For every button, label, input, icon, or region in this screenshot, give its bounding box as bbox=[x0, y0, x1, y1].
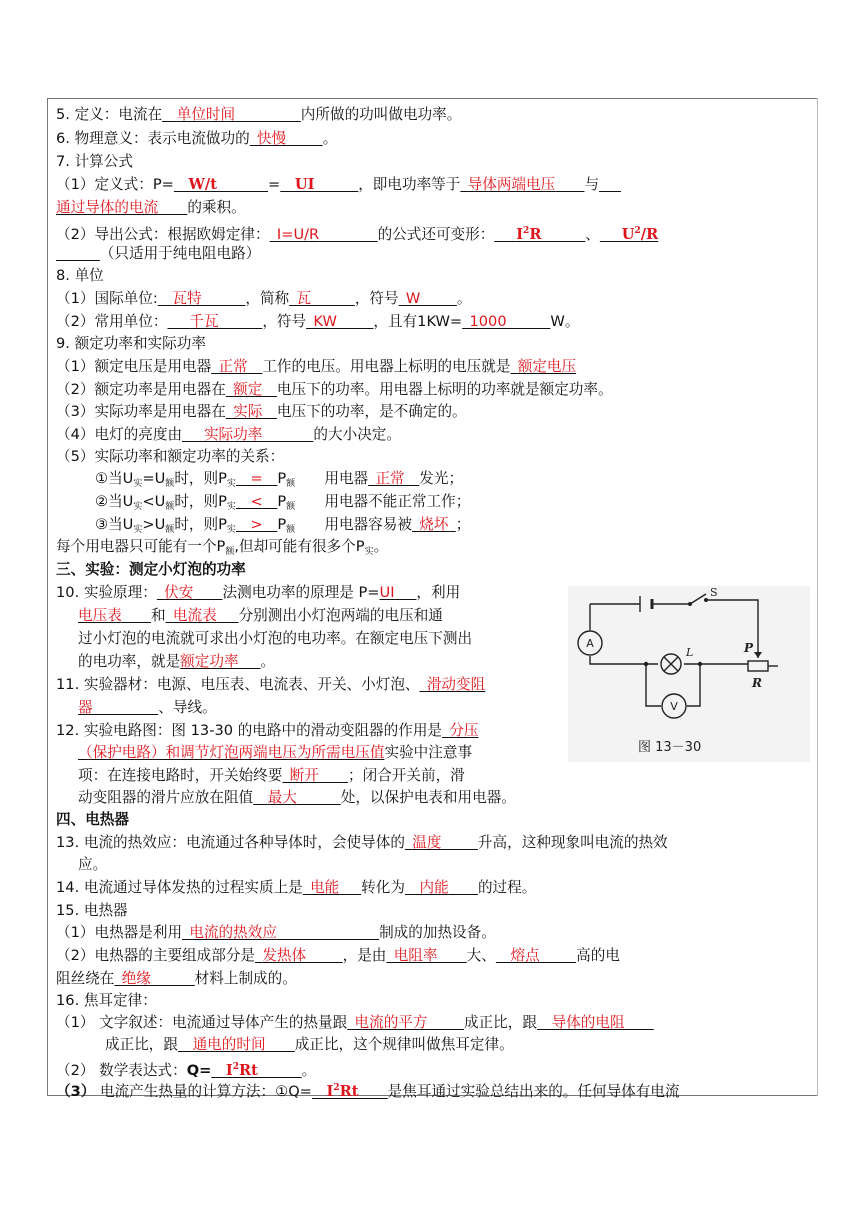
actual-power: （3）实际功率是用电器在 实际 电压下的功率，是不确定的。 bbox=[56, 403, 467, 420]
item-12-circuit: 12. 实验电路图：图 13-30 的电路中的滑动变阻器的作用是 分压 bbox=[56, 722, 479, 739]
rated-power: （2）额定功率是用电器在 额定 电压下的功率。用电器上标明的功率就是额定功率。 bbox=[56, 381, 613, 398]
item-16-heading: 16. 焦耳定律： bbox=[56, 992, 157, 1009]
item-14-conversion: 14. 电流通过导体发热的过程实质上是 电能 转化为 内能 的过程。 bbox=[56, 879, 537, 896]
heater-components: （2）电热器的主要组成部分是 发热体 ，是由 电阻率 大、 熔点 高的电 bbox=[56, 947, 620, 964]
item-10-line4: 的电功率，就是额定功率 。 bbox=[78, 653, 276, 670]
item-12-line3: 项：在连接电路时，开关始终要 断开 ；闭合开关前，滑 bbox=[78, 767, 465, 784]
item-13-line2: 应。 bbox=[78, 856, 108, 873]
rated-vs-actual-note: 每个用电器只可能有一个$P_额$,但却可能有很多个$P_实$。 bbox=[56, 538, 389, 557]
ammeter-label: A bbox=[586, 637, 594, 650]
circuit-diagram bbox=[568, 586, 810, 762]
rated-voltage: （1）额定电压是用电器 正常 工作的电压。用电器上标明的电压就是 额定电压 bbox=[56, 358, 577, 375]
derived-formula-note: （只适用于纯电阻电路） bbox=[99, 245, 261, 262]
page-edge-rule bbox=[817, 98, 818, 1096]
relation-less: ②当$U_实<U_额$时，则$P_实$ < $P_额$ 用电器不能正常工作； bbox=[95, 493, 471, 512]
item-12-line2: （保护电路）和调节灯泡两端电压为所需电压值实验中注意事 bbox=[78, 744, 473, 761]
relation-equal: ①当$U_实=U_额$时，则$P_实$ = $P_额$ 用电器 正常 发光； bbox=[95, 470, 464, 489]
item-11-equipment: 11. 实验器材：电源、电压表、电流表、开关、小灯泡、 滑动变阻 bbox=[56, 676, 486, 693]
diagram-background bbox=[568, 586, 810, 762]
definition-formula: （1）定义式：P= W/t = UI ，即电功率等于 导体两端电压 与 bbox=[56, 176, 600, 193]
definition-formula-cont: 通过导体的电流 的乘积。 bbox=[56, 199, 246, 216]
junction-left bbox=[644, 662, 648, 666]
item-5-definition: 5. 定义：电流在 单位时间 内所做的功叫做电功率。 bbox=[56, 106, 462, 123]
rheostat-label: R bbox=[752, 676, 762, 690]
heat-calculation: （3） 电流产生热量的计算方法：①Q= $I^2Rt$ 是焦耳通过实验总结出来的。任何导体有电流 bbox=[56, 1083, 680, 1100]
item-8-heading: 8. 单位 bbox=[56, 267, 104, 284]
heater-principle: （1）电热器是利用 电流的热效应 制成的加热设备。 bbox=[56, 924, 496, 941]
item-9-heading: 9. 额定功率和实际功率 bbox=[56, 335, 206, 352]
section-4-heading: 四、电热器 bbox=[56, 811, 129, 828]
joule-law-formula: （2） 数学表达式：Q= $I^2Rt$ 。 bbox=[56, 1062, 317, 1079]
item-15-heading: 15. 电热器 bbox=[56, 902, 128, 919]
relation-greater: ③当$U_实>U_额$时，则$P_实$ > $P_额$ 用电器容易被 烧坏 ； bbox=[95, 516, 471, 535]
item-6-meaning: 6. 物理意义：表示电流做功的 快慢 。 bbox=[56, 130, 338, 147]
item-7-heading: 7. 计算公式 bbox=[56, 153, 133, 170]
relation-heading: （5）实际功率和额定功率的关系： bbox=[56, 448, 285, 465]
switch-label: S bbox=[710, 586, 718, 599]
item-10-line2: 电压表 和 电流表 分别测出小灯泡两端的电压和通 bbox=[78, 607, 443, 624]
slider-label: P bbox=[744, 641, 754, 655]
switch-contact-right bbox=[704, 598, 708, 602]
item-11-line2: 器 、导线。 bbox=[78, 699, 217, 716]
joule-law-statement-line2: 成正比，跟 通电的时间 成正比，这个规律叫做焦耳定律。 bbox=[105, 1036, 514, 1053]
si-unit: （1）国际单位: 瓦特 ，简称 瓦 ，符号 W 。 bbox=[56, 290, 472, 307]
figure-caption: 图 13－30 bbox=[638, 740, 702, 755]
junction-right bbox=[698, 662, 702, 666]
joule-law-statement: （1） 文字叙述：电流通过导体产生的热量跟 电流的平方 成正比，跟 导体的电阻 bbox=[56, 1014, 625, 1031]
section-3-heading: 三、实验：测定小灯泡的功率 bbox=[56, 561, 246, 578]
item-12-line4: 动变阻器的滑片应放在阻值 最大 处，以保护电表和用电器。 bbox=[78, 789, 516, 806]
voltmeter-label: V bbox=[670, 700, 678, 713]
lamp-brightness: （4）电灯的亮度由 实际功率 的大小决定。 bbox=[56, 426, 401, 443]
heater-components-line2: 阻丝绕在 绝缘 材料上制成的。 bbox=[56, 970, 297, 987]
item-10-principle: 10. 实验原理： 伏安 法测电功率的原理是 P=UI ，利用 bbox=[56, 584, 461, 601]
common-unit: （2）常用单位： 千瓦 ，符号 KW ，且有1KW= 1000 W。 bbox=[56, 313, 580, 330]
lamp-label: L bbox=[686, 646, 694, 659]
switch-contact-left bbox=[688, 602, 692, 606]
derived-formula: （2）导出公式：根据欧姆定律： I=U/R 的公式还可变形： $I^2R$ 、 $U^2/R$ bbox=[56, 226, 659, 243]
item-10-line3: 过小灯泡的电流就可求出小灯泡的电功率。在额定电压下测出 bbox=[78, 630, 473, 647]
item-13-heat-effect: 13. 电流的热效应：电流通过各种导体时，会使导体的 温度 升高，这种现象叫电流的热效 bbox=[56, 834, 668, 851]
